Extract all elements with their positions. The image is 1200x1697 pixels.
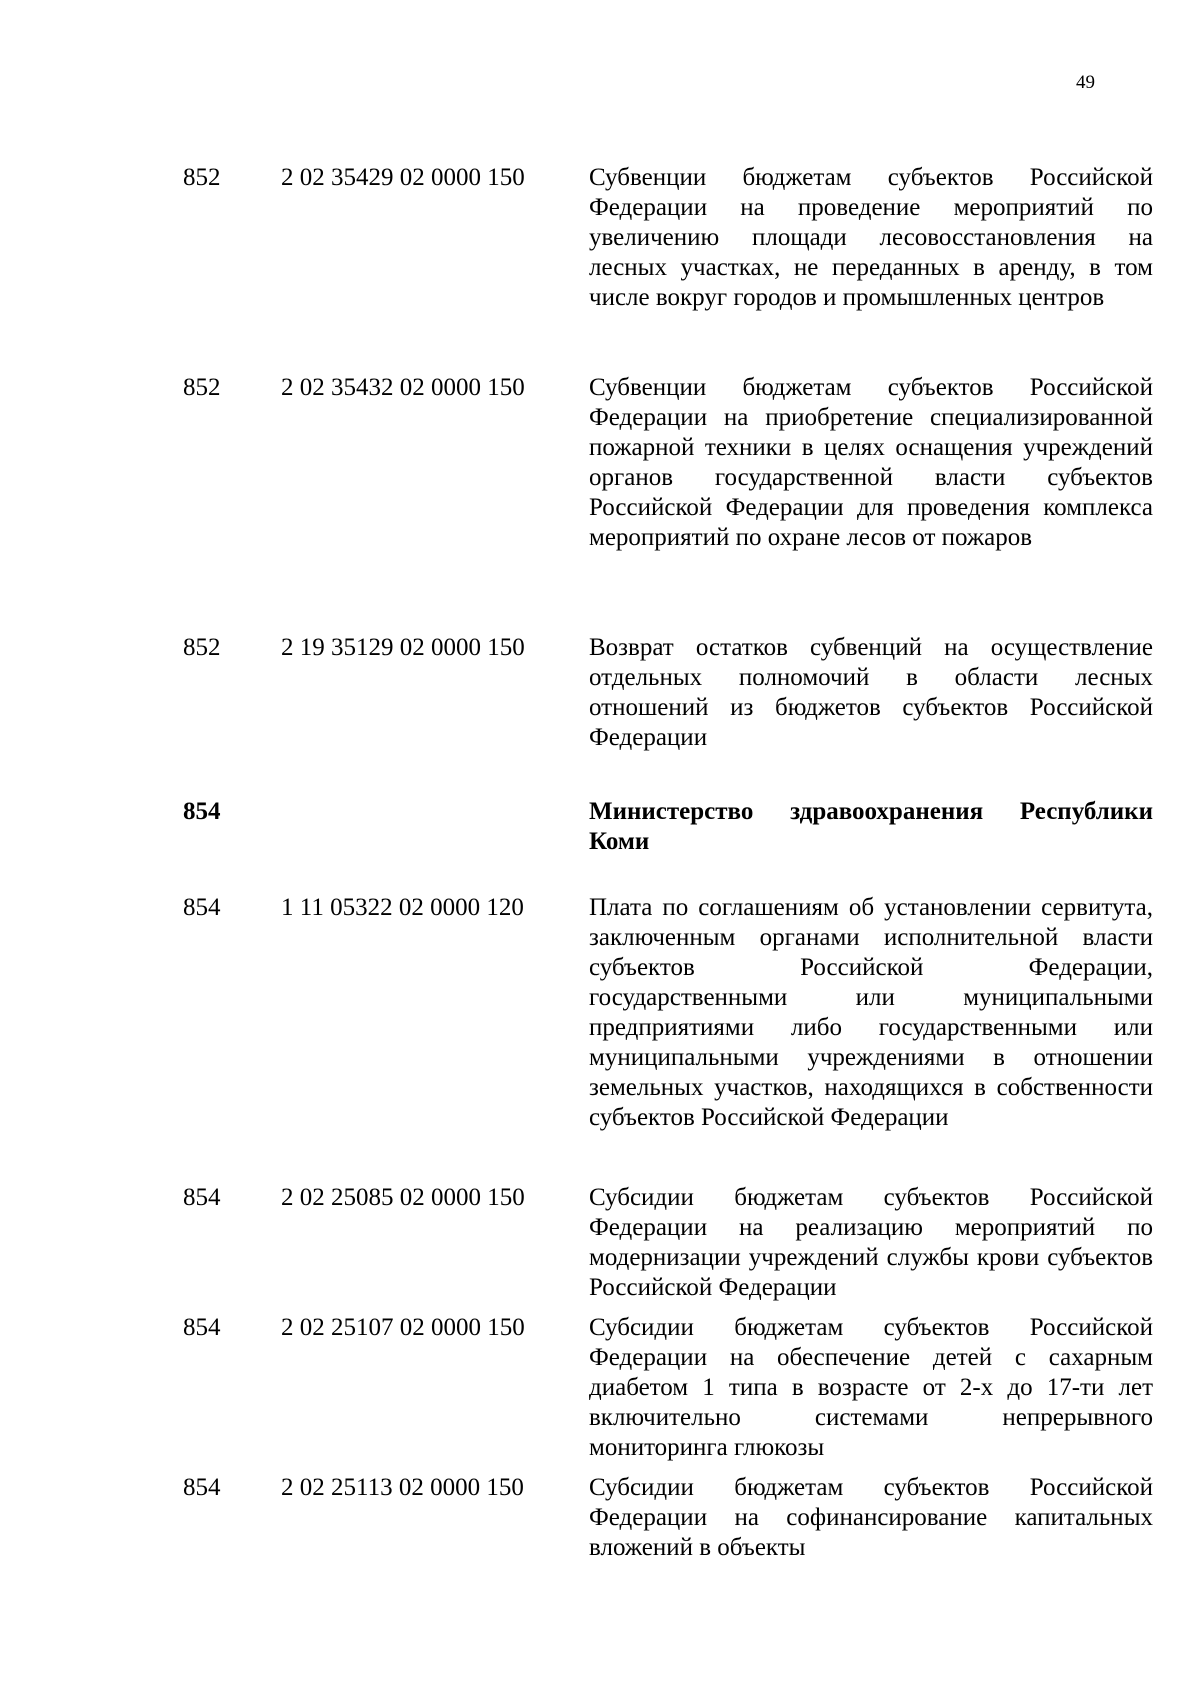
description: Плата по соглашениям об установлении сервитута, заключенным органами исполнительной власти субъектов Российской Федерации, государственными или муниципальными предприятиями либо государственными или муниципальными учреждениями в отношении земельных участков, находящихся в собственности субъектов Российской Федерации <box>589 894 1153 1131</box>
admin-code: 854 <box>183 894 221 921</box>
admin-code: 854 <box>183 1184 221 1211</box>
budget-code: 2 02 25107 02 0000 150 <box>281 1314 525 1341</box>
description: Субвенции бюджетам субъектов Российской Федерации на приобретение специализированной пожарной техники в целях оснащения учреждений органов государственной власти субъектов Российской Федерации для проведения комплекса мероприятий по охране лесов от пожаров <box>589 374 1153 551</box>
description: Субсидии бюджетам субъектов Российской Федерации на софинансирование капитальных вложений в объекты <box>589 1474 1153 1561</box>
page-number: 49 <box>1076 72 1095 93</box>
description: Субсидии бюджетам субъектов Российской Федерации на обеспечение детей с сахарным диабетом 1 типа в возрасте от 2-х до 17-ти лет включительно системами непрерывного мониторинга глюкозы <box>589 1314 1153 1461</box>
budget-code: 2 02 35429 02 0000 150 <box>281 164 525 191</box>
admin-code: 854 <box>183 798 221 825</box>
budget-code: 2 02 25113 02 0000 150 <box>281 1474 524 1501</box>
admin-code: 852 <box>183 164 221 191</box>
budget-code: 2 02 35432 02 0000 150 <box>281 374 525 401</box>
budget-code: 1 11 05322 02 0000 120 <box>281 894 524 921</box>
description: Субсидии бюджетам субъектов Российской Федерации на реализацию мероприятий по модернизации учреждений службы крови субъектов Российской Федерации <box>589 1184 1153 1301</box>
admin-code: 852 <box>183 374 221 401</box>
description: Возврат остатков субвенций на осуществление отдельных полномочий в области лесных отношений из бюджетов субъектов Российской Федерации <box>589 634 1153 751</box>
admin-code: 854 <box>183 1474 221 1501</box>
description: Субвенции бюджетам субъектов Российской Федерации на проведение мероприятий по увеличению площади лесовосстановления на лесных участках, не переданных в аренду, в том числе вокруг городов и промышленных центров <box>589 164 1153 311</box>
ministry-title: Министерство здравоохранения Республики Коми <box>589 798 1153 855</box>
admin-code: 852 <box>183 634 221 661</box>
budget-code: 2 02 25085 02 0000 150 <box>281 1184 525 1211</box>
admin-code: 854 <box>183 1314 221 1341</box>
budget-code: 2 19 35129 02 0000 150 <box>281 634 525 661</box>
